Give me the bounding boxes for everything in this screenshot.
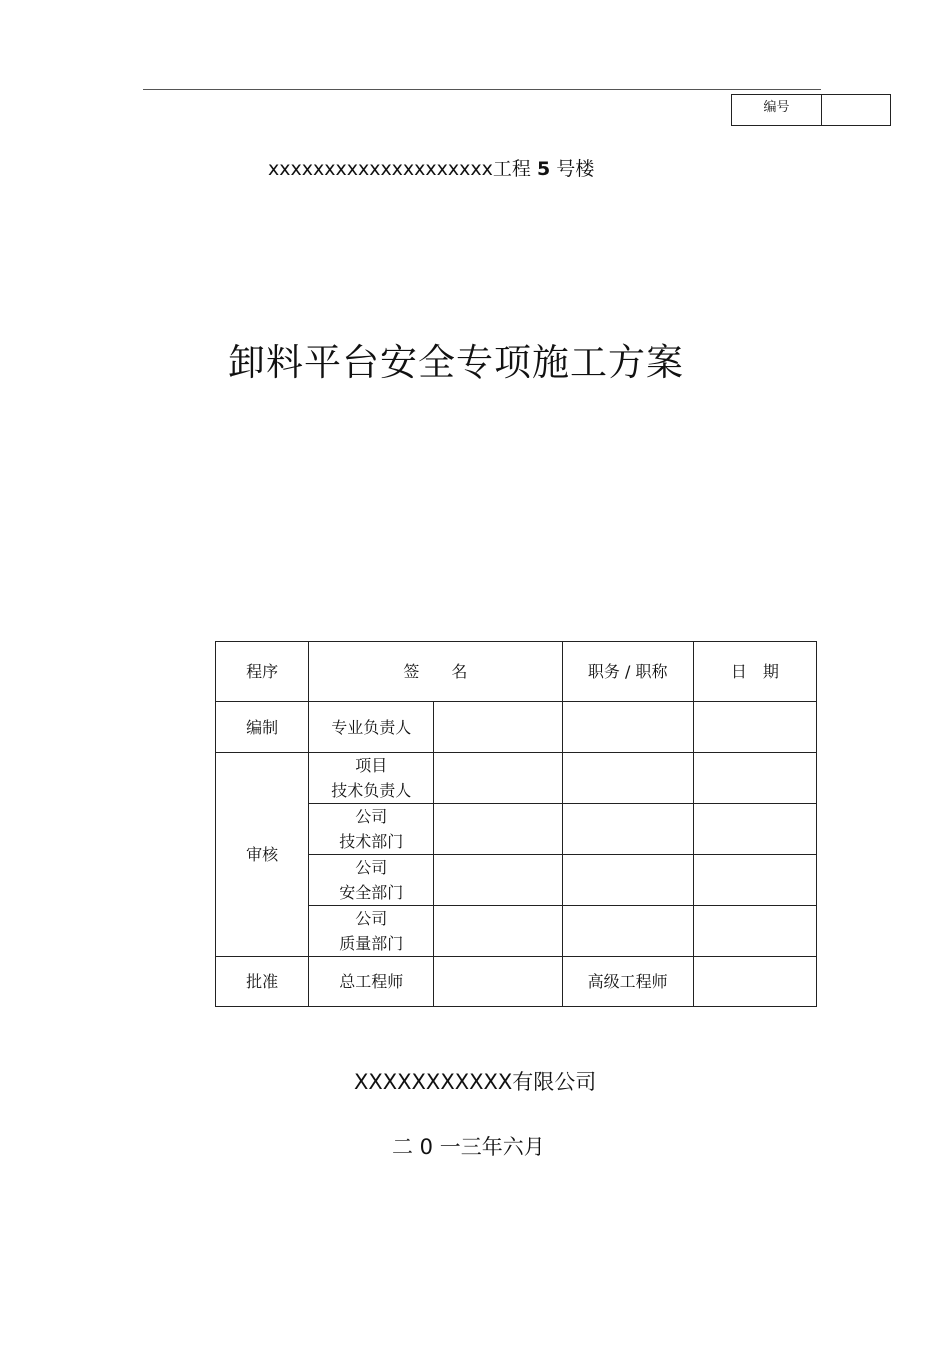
- stage-compile: 编制: [216, 702, 309, 753]
- role-approve: 总工程师: [309, 957, 434, 1007]
- table-row-approve: [216, 957, 817, 1007]
- project-name: [268, 154, 594, 181]
- signature-table: [215, 641, 817, 1007]
- table-header-row: [216, 642, 817, 702]
- name-cell-approve[interactable]: [434, 957, 562, 1007]
- position-cell-approve: 高级工程师: [562, 957, 693, 1007]
- position-cell-review-4[interactable]: [562, 906, 693, 957]
- header-signature: 签 名: [309, 642, 562, 702]
- table-row-compile: [216, 702, 817, 753]
- serial-number-label: 编号: [732, 95, 822, 125]
- role-review-1-line1: 项目: [355, 756, 388, 775]
- building-number: 5: [536, 158, 551, 180]
- role-review-4-line1: 公司: [355, 909, 388, 928]
- role-compile: 专业负责人: [309, 702, 434, 753]
- date-cell-review-3[interactable]: [693, 855, 816, 906]
- header-position: 职务 / 职称: [562, 642, 693, 702]
- role-review-2-line2: 技术部门: [339, 832, 404, 851]
- date-cell-review-2[interactable]: [693, 804, 816, 855]
- name-cell-review-3[interactable]: [434, 855, 562, 906]
- role-review-2-line1: 公司: [355, 807, 388, 826]
- document-title: 卸料平台安全专项施工方案: [228, 341, 684, 384]
- date-cell-compile[interactable]: [693, 702, 816, 753]
- project-name-prefix: xxxxxxxxxxxxxxxxxxxx工程: [268, 158, 531, 180]
- role-review-2: [309, 804, 434, 855]
- role-review-3-line2: 安全部门: [339, 883, 404, 902]
- issue-date: 二 0 一三年六月: [392, 1135, 545, 1159]
- header-date: 日 期: [693, 642, 816, 702]
- position-cell-review-1[interactable]: [562, 753, 693, 804]
- name-cell-compile[interactable]: [434, 702, 562, 753]
- date-cell-approve[interactable]: [693, 957, 816, 1007]
- header-rule: [143, 89, 821, 90]
- role-review-4: [309, 906, 434, 957]
- serial-number-value: [822, 95, 890, 125]
- company-name: XXXXXXXXXXX有限公司: [354, 1070, 597, 1094]
- position-cell-review-2[interactable]: [562, 804, 693, 855]
- date-cell-review-1[interactable]: [693, 753, 816, 804]
- name-cell-review-2[interactable]: [434, 804, 562, 855]
- role-review-3-line1: 公司: [355, 858, 388, 877]
- date-cell-review-4[interactable]: [693, 906, 816, 957]
- position-cell-compile[interactable]: [562, 702, 693, 753]
- name-cell-review-4[interactable]: [434, 906, 562, 957]
- position-cell-review-3[interactable]: [562, 855, 693, 906]
- stage-approve: 批准: [216, 957, 309, 1007]
- project-name-suffix: 号楼: [556, 158, 595, 180]
- header-procedure: 程序: [216, 642, 309, 702]
- role-review-4-line2: 质量部门: [339, 934, 404, 953]
- role-review-1-line2: 技术负责人: [331, 781, 412, 800]
- name-cell-review-1[interactable]: [434, 753, 562, 804]
- table-row-review-1: [216, 753, 817, 804]
- stage-review: 审核: [216, 753, 309, 957]
- role-review-1: [309, 753, 434, 804]
- serial-number-box: [731, 94, 891, 126]
- role-review-3: [309, 855, 434, 906]
